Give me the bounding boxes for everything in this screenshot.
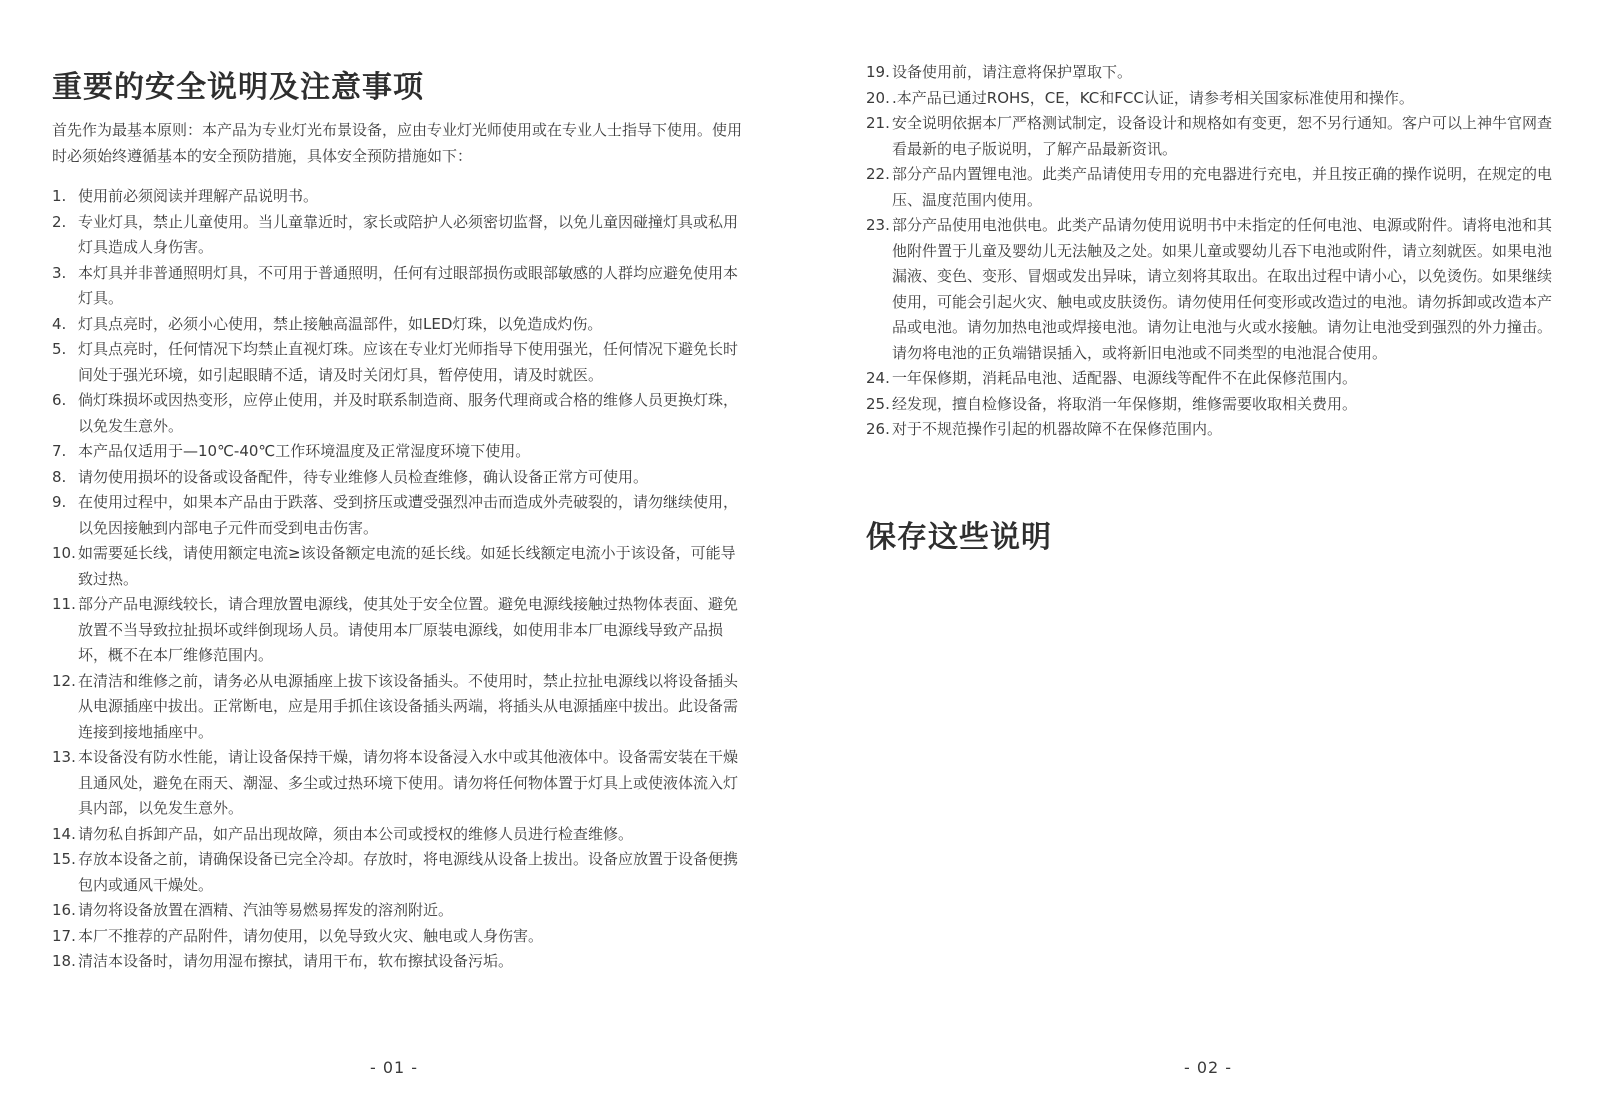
list-item-text: 在使用过程中，如果本产品由于跌落、受到挤压或遭受强烈冲击而造成外壳破裂的，请勿继续使用，以免因接触到内部电子元件而受到电击伤害。	[78, 493, 739, 537]
list-item-text: 部分产品电源线较长，请合理放置电源线，使其处于安全位置。避免电源线接触过热物体表面、避免放置不当导致拉扯损坏或绊倒现场人员。请使用本厂原装电源线，如使用非本厂电源线导致产品损坏，概不在本厂维修范围内。	[78, 595, 739, 664]
list-item-text: 本灯具并非普通照明灯具，不可用于普通照明，任何有过眼部损伤或眼部敏感的人群均应避免使用本灯具。	[78, 263, 739, 307]
list-item-number: 8.	[52, 467, 67, 486]
list-item	[52, 847, 742, 898]
list-item-text: 部分产品内置锂电池。此类产品请使用专用的充电器进行充电，并且按正确的操作说明，在规定的电压、温度范围内使用。	[892, 165, 1553, 209]
list-item	[52, 439, 742, 465]
list-item-number: 26.	[866, 420, 890, 438]
list-item	[52, 490, 742, 541]
list-item-number: 2.	[52, 212, 67, 231]
list-item	[866, 162, 1556, 213]
list-item-number: 15.	[52, 850, 76, 868]
list-item-number: 9.	[52, 493, 67, 511]
list-item	[52, 261, 742, 312]
list-item	[52, 184, 742, 210]
safety-list-left	[52, 184, 742, 975]
page-title: 重要的安全说明及注意事项	[52, 70, 424, 105]
list-item-text: 一年保修期，消耗品电池、适配器、电源线等配件不在此保修范围内。	[892, 369, 1358, 387]
list-item-text: 灯具点亮时，必须小心使用，禁止接触高温部件，如LED灯珠，以免造成灼伤。	[78, 314, 603, 333]
list-item-text: 部分产品使用电池供电。此类产品请勿使用说明书中未指定的任何电池、电源或附件。请将电池和其他附件置于儿童及婴幼儿无法触及之处。如果儿童或婴幼儿吞下电池或附件，请立刻就医。如果电池漏液、变色、变形、冒烟或发出异味，请立刻将其取出。在取出过程中请小心，以免烫伤。如果继续使用，可能会引起火灾、触电或皮肤烫伤。请勿使用任何变形或改造过的电池。请勿拆卸或改造本产品或电池。请勿加热电池或焊接电池。请勿让电池与火或水接触。请勿让电池受到强烈的外力撞击。请勿将电池的正负端错误插入，或将新旧电池或不同类型的电池混合使用。	[892, 216, 1553, 362]
page-number: - 02 -	[1184, 1058, 1233, 1077]
list-item	[52, 924, 742, 950]
list-item	[52, 337, 742, 388]
list-item	[52, 898, 742, 924]
list-item-text: 请勿将设备放置在酒精、汽油等易燃易挥发的溶剂附近。	[78, 901, 454, 919]
list-item-number: 11.	[52, 595, 76, 613]
list-item-text: 灯具点亮时，任何情况下均禁止直视灯珠。应该在专业灯光师指导下使用强光，任何情况下避免长时间处于强光环境，如引起眼睛不适，请及时关闭灯具，暂停使用，请及时就医。	[78, 340, 739, 384]
list-item-number: 5.	[52, 340, 67, 358]
list-item-number: 17.	[52, 926, 76, 945]
list-item-number: 23.	[866, 216, 890, 234]
list-item	[52, 210, 742, 261]
list-item-text: 存放本设备之前，请确保设备已完全冷却。存放时，将电源线从设备上拔出。设备应放置于设备便携包内或通风干燥处。	[78, 850, 739, 894]
list-item	[866, 417, 1556, 443]
list-item	[52, 669, 742, 746]
list-item-text: 请勿私自拆卸产品，如产品出现故障，须由本公司或授权的维修人员进行检查维修。	[78, 824, 634, 843]
list-item	[52, 745, 742, 822]
list-item-number: 20.	[866, 88, 890, 107]
list-item-text: 使用前必须阅读并理解产品说明书。	[78, 187, 319, 205]
list-item-text: 设备使用前，请注意将保护罩取下。	[892, 63, 1133, 81]
list-item	[866, 392, 1556, 418]
list-item-number: 19.	[866, 63, 890, 81]
list-item-number: 13.	[52, 748, 76, 766]
list-item-number: 16.	[52, 901, 76, 919]
right-page	[866, 0, 1556, 1120]
list-item-number: 6.	[52, 391, 67, 409]
list-item-number: 7.	[52, 442, 67, 460]
list-item-text: 清洁本设备时，请勿用湿布擦拭，请用干布，软布擦拭设备污垢。	[78, 952, 514, 970]
list-item	[52, 949, 742, 975]
list-item-text: 如需要延长线，请使用额定电流≥该设备额定电流的延长线。如延长线额定电流小于该设备，可能导致过热。	[78, 544, 736, 588]
list-item	[866, 111, 1556, 162]
list-item-number: 22.	[866, 165, 890, 183]
list-item	[866, 60, 1556, 86]
list-item	[52, 465, 742, 491]
list-item	[866, 86, 1556, 112]
list-item	[52, 541, 742, 592]
intro-paragraph: 首先作为最基本原则：本产品为专业灯光布景设备，应由专业灯光师使用或在专业人士指导下使用。使用时必须始终遵循基本的安全预防措施，具体安全预防措施如下：	[52, 121, 743, 165]
list-item-number: 3.	[52, 263, 67, 282]
list-item-text: 在清洁和维修之前，请务必从电源插座上拔下该设备插头。不使用时，禁止拉扯电源线以将设备插头从电源插座中拔出。正常断电，应是用手抓住该设备插头两端，将插头从电源插座中拔出。此设备需连接到接地插座中。	[78, 671, 739, 741]
list-item-text: 安全说明依据本厂严格测试制定，设备设计和规格如有变更，恕不另行通知。客户可以上神牛官网查看最新的电子版说明，了解产品最新资讯。	[892, 114, 1553, 158]
list-item-text: 请勿使用损坏的设备或设备配件，待专业维修人员检查维修，确认设备正常方可使用。	[78, 467, 649, 486]
list-item-number: 14.	[52, 824, 76, 843]
list-item-number: 21.	[866, 114, 890, 132]
list-item-text: 本产品仅适用于—10℃-40℃工作环境温度及正常湿度环境下使用。	[78, 442, 531, 460]
page-number: - 01 -	[370, 1058, 419, 1077]
list-item	[52, 822, 742, 848]
safety-list-right	[866, 60, 1556, 443]
list-item-text: 本设备没有防水性能，请让设备保持干燥，请勿将本设备浸入水中或其他液体中。设备需安装在干燥且通风处，避免在雨天、潮湿、多尘或过热环境下使用。请勿将任何物体置于灯具上或使液体流入灯具内部，以免发生意外。	[78, 748, 739, 817]
list-item-number: 18.	[52, 952, 76, 970]
list-item-number: 10.	[52, 544, 76, 562]
list-item	[52, 388, 742, 439]
list-item-number: 4.	[52, 314, 67, 333]
list-item-number: 1.	[52, 187, 67, 205]
list-item	[52, 312, 742, 338]
list-item-text: .本产品已通过ROHS，CE，KC和FCC认证，请参考相关国家标准使用和操作。	[892, 88, 1414, 107]
list-item	[52, 592, 742, 669]
list-item-text: 倘灯珠损坏或因热变形，应停止使用，并及时联系制造商、服务代理商或合格的维修人员更换灯珠，以免发生意外。	[78, 391, 739, 435]
list-item-number: 25.	[866, 394, 890, 413]
list-item-text: 本厂不推荐的产品附件，请勿使用，以免导致火灾、触电或人身伤害。	[78, 926, 544, 945]
list-item	[866, 366, 1556, 392]
save-instructions-title: 保存这些说明	[866, 520, 1052, 555]
list-item-text: 经发现，擅自检修设备，将取消一年保修期，维修需要收取相关费用。	[892, 394, 1358, 413]
list-item-text: 专业灯具，禁止儿童使用。当儿童靠近时，家长或陪护人必须密切监督，以免儿童因碰撞灯具或私用灯具造成人身伤害。	[78, 212, 739, 256]
left-page	[52, 0, 742, 1120]
list-item	[866, 213, 1556, 366]
list-item-number: 24.	[866, 369, 890, 387]
list-item-text: 对于不规范操作引起的机器故障不在保修范围内。	[892, 420, 1223, 438]
list-item-number: 12.	[52, 671, 76, 690]
